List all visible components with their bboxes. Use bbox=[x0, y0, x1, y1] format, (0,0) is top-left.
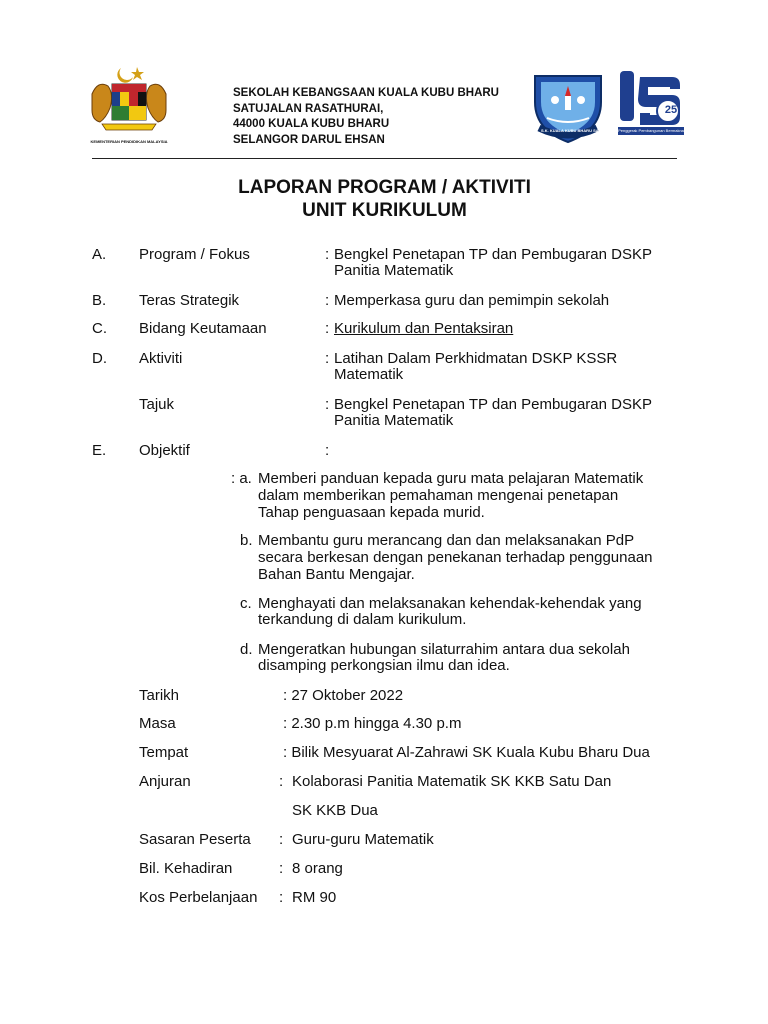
section-d-value-line2: Matematik bbox=[334, 366, 404, 383]
section-b-colon: : bbox=[325, 292, 330, 309]
report-subtitle: UNIT KURIKULUM bbox=[302, 200, 467, 221]
section-c-letter: C. bbox=[92, 320, 107, 337]
anjuran-value-line1: Kolaborasi Panitia Matematik SK KKB Satu Dan bbox=[292, 773, 612, 790]
section-b-letter: B. bbox=[92, 292, 107, 309]
kos-label: Kos Perbelanjaan bbox=[139, 889, 258, 906]
anjuran-colon: : bbox=[279, 773, 284, 790]
kos-value: RM 90 bbox=[292, 889, 337, 906]
objective-a-prefix: : a. bbox=[231, 470, 252, 487]
address-line-3: 44000 KUALA KUBU BHARU bbox=[233, 118, 390, 130]
sasaran-colon: : bbox=[279, 831, 284, 848]
objective-b-line1: Membantu guru merancang dan dan melaksanakan PdP bbox=[258, 532, 635, 549]
header-divider bbox=[92, 158, 677, 159]
objective-c-prefix: c. bbox=[240, 595, 252, 612]
section-a-value-line2: Panitia Matematik bbox=[334, 262, 454, 279]
section-b-label: Teras Strategik bbox=[139, 292, 240, 309]
tajuk-value-line1: Bengkel Penetapan TP dan Pembugaran DSKP bbox=[334, 396, 653, 413]
objective-a-line1: Memberi panduan kepada guru mata pelajaran Matematik bbox=[258, 470, 644, 487]
section-d-label: Aktiviti bbox=[139, 350, 183, 367]
objective-b-line3: Bahan Bantu Mengajar. bbox=[258, 566, 415, 583]
section-d-colon: : bbox=[325, 350, 330, 367]
tarikh-value: : 27 Oktober 2022 bbox=[283, 687, 404, 704]
objective-c-line1: Menghayati dan melaksanakan kehendak-kehendak yang bbox=[258, 595, 642, 612]
section-d-letter: D. bbox=[92, 350, 107, 367]
section-e-label: Objektif bbox=[139, 442, 190, 459]
tarikh-label: Tarikh bbox=[139, 687, 180, 704]
badge-number: 25 bbox=[664, 104, 678, 116]
objective-d-line1: Mengeratkan hubungan silaturrahim antara dua sekolah bbox=[258, 641, 630, 658]
section-a-value-line1: Bengkel Penetapan TP dan Pembugaran DSKP bbox=[334, 246, 653, 263]
malaysia-crest-logo bbox=[88, 64, 170, 140]
badge-caption: Penggerak Pembangunan Bermakna bbox=[618, 128, 684, 133]
sasaran-label: Sasaran Peserta bbox=[139, 831, 251, 848]
section-c-label: Bidang Keutamaan bbox=[139, 320, 267, 337]
kehadiran-colon: : bbox=[279, 860, 284, 877]
address-line-4: SELANGOR DARUL EHSAN bbox=[233, 133, 385, 146]
address-line-2: SATUJALAN RASATHURAI, bbox=[233, 102, 384, 115]
section-e-colon: : bbox=[325, 442, 330, 459]
address-line-1: SEKOLAH KEBANGSAAN KUALA KUBU BHARU bbox=[233, 87, 499, 99]
section-a-colon: : bbox=[325, 246, 330, 263]
tempat-value: : Bilik Mesyuarat Al-Zahrawi SK Kuala Kubu Bharu Dua bbox=[283, 744, 650, 761]
tajuk-colon: : bbox=[325, 396, 330, 413]
objective-c-line2: terkandung di dalam kurikulum. bbox=[258, 611, 467, 628]
anjuran-value-line2: SK KKB Dua bbox=[292, 802, 378, 819]
objective-b-prefix: b. bbox=[240, 532, 253, 549]
anjuran-label: Anjuran bbox=[139, 773, 191, 790]
section-b-value: Memperkasa guru dan pemimpin sekolah bbox=[334, 292, 610, 309]
section-d-value-line1: Latihan Dalam Perkhidmatan DSKP KSSR bbox=[334, 350, 618, 367]
section-a-letter: A. bbox=[92, 246, 107, 263]
tempat-label: Tempat bbox=[139, 744, 189, 761]
tajuk-value-line2: Panitia Matematik bbox=[334, 412, 454, 429]
objective-a-line3: Tahap penguasaan kepada murid. bbox=[258, 504, 485, 521]
masa-value: : 2.30 p.m hingga 4.30 p.m bbox=[283, 715, 462, 732]
school-address bbox=[233, 86, 499, 148]
objective-b-line2: secara berkesan dengan penekanan terhadap penggunaan bbox=[258, 549, 653, 566]
objective-d-line2: disamping perkongsian ilmu dan idea. bbox=[258, 657, 510, 674]
section-e-letter: E. bbox=[92, 442, 107, 459]
section-c-colon: : bbox=[325, 320, 330, 337]
section-c-value: Kurikulum dan Pentaksiran bbox=[334, 320, 514, 337]
tajuk-label: Tajuk bbox=[139, 396, 175, 413]
crest-caption: KEMENTERIAN PENDIDIKAN MALAYSIA bbox=[90, 139, 168, 144]
kos-colon: : bbox=[279, 889, 284, 906]
kehadiran-value: 8 orang bbox=[292, 860, 343, 877]
masa-label: Masa bbox=[139, 715, 176, 732]
objective-d-prefix: d. bbox=[240, 641, 253, 658]
section-a-label: Program / Fokus bbox=[139, 246, 250, 263]
school-logo-text: S.K. KUALA KUBU BHARU SATU bbox=[541, 128, 604, 133]
report-title: LAPORAN PROGRAM / AKTIVITI bbox=[238, 177, 531, 198]
kehadiran-label: Bil. Kehadiran bbox=[139, 860, 233, 877]
sasaran-value: Guru-guru Matematik bbox=[292, 831, 434, 848]
objective-a-line2: dalam memberikan pemahaman mengenai penetapan bbox=[258, 487, 619, 504]
